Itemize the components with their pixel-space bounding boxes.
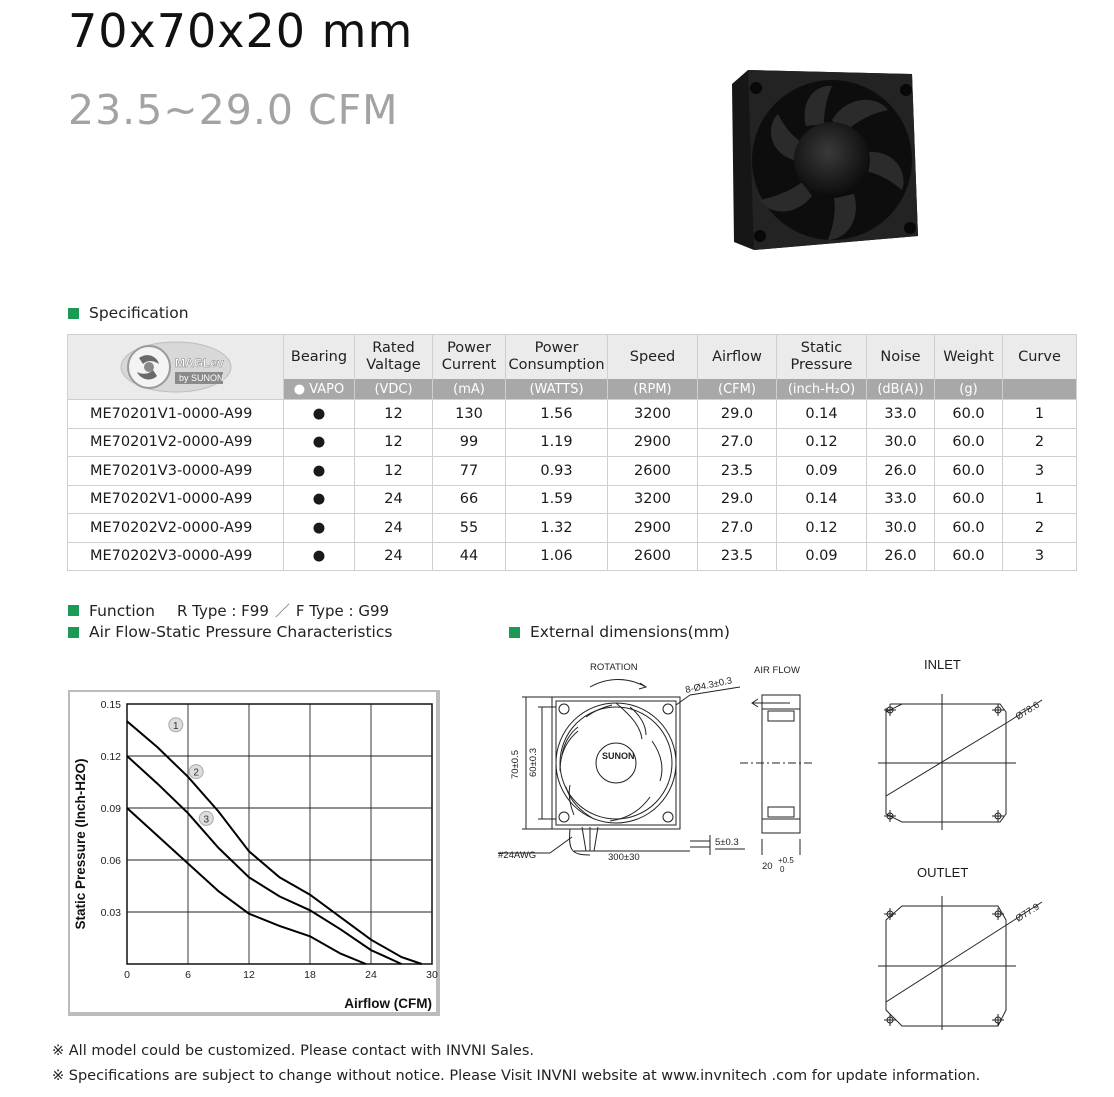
table-cell: 1 [1003,485,1077,514]
model-cell: ME70201V2-0000-A99 [68,428,284,457]
outlet-view-drawing [872,890,1052,1032]
table-cell: 3 [1003,457,1077,486]
table-cell: 12 [355,457,433,486]
inlet-diameter: Ø78.6 [1013,699,1042,723]
table-cell: ● [284,485,355,514]
table-cell: 0.14 [777,485,867,514]
table-row [68,514,1077,543]
table-cell: 0.93 [506,457,608,486]
dim-70-label: 70±0.5 [510,750,521,779]
table-cell: 24 [355,485,433,514]
x-tick-label: 12 [243,969,255,981]
dim-60-label: 60±0.3 [528,748,539,777]
x-tick-label: 6 [185,969,191,981]
table-row [68,457,1077,486]
table-cell: 0.09 [777,457,867,486]
fan-product-image [728,64,920,254]
table-cell: 0.12 [777,428,867,457]
table-cell: 44 [433,542,506,571]
table-cell: 60.0 [935,485,1003,514]
table-cell: 33.0 [867,485,935,514]
table-cell: 23.5 [698,542,777,571]
table-cell: 30.0 [867,428,935,457]
unit-cell: (mA) [433,379,506,400]
table-cell: 1.32 [506,514,608,543]
table-cell: 2900 [608,428,698,457]
table-cell: 130 [433,400,506,429]
drawing-brand-label: SUNON [602,751,635,761]
col-header-noise: Noise [867,335,935,380]
table-cell: 2 [1003,428,1077,457]
section-bullet-icon [68,627,79,638]
table-row [68,400,1077,429]
y-tick-label: 0.06 [100,855,121,867]
y-axis-label: Static Pressure (Inch-H2O) [73,758,88,930]
holes-label: 8-Ø4.3±0.3 [684,675,734,696]
table-cell: 12 [355,400,433,429]
table-cell: 1.56 [506,400,608,429]
unit-cell: (g) [935,379,1003,400]
depth-label: 20 [762,861,773,872]
model-cell: ME70202V2-0000-A99 [68,514,284,543]
y-tick-label: 0.03 [100,907,121,919]
table-cell: 23.5 [698,457,777,486]
col-header-weight: Weight [935,335,1003,380]
section-bullet-icon [68,605,79,616]
footer-note-website: ※ Specifications are subject to change without notice. Please Visit INVNI website at www.invnitech .com for update information. [52,1068,981,1084]
y-tick-label: 0.12 [100,751,121,763]
table-cell: ● [284,400,355,429]
section-bullet-icon [509,627,520,638]
model-cell: ME70202V1-0000-A99 [68,485,284,514]
rotation-label: ROTATION [590,662,638,673]
x-tick-label: 0 [124,969,130,981]
unit-cell: (RPM) [608,379,698,400]
table-cell: 29.0 [698,400,777,429]
x-tick-label: 24 [365,969,377,981]
table-cell: 24 [355,514,433,543]
table-cell: 2600 [608,457,698,486]
table-cell: ● [284,514,355,543]
logo-by: by SUNON [178,373,224,383]
x-tick-label: 30 [426,969,438,981]
table-cell: 30.0 [867,514,935,543]
table-cell: 55 [433,514,506,543]
table-cell: 0.09 [777,542,867,571]
table-cell: 60.0 [935,542,1003,571]
maglev-logo [68,335,284,400]
unit-cell: (CFM) [698,379,777,400]
depth-tol-top: +0.5 [778,856,794,865]
unit-cell: (VDC) [355,379,433,400]
table-cell: 1 [1003,400,1077,429]
table-cell: 3 [1003,542,1077,571]
table-cell: 1.19 [506,428,608,457]
x-tick-label: 18 [304,969,316,981]
inlet-view-drawing [872,690,1052,830]
inlet-label: INLET [924,657,961,672]
outlet-label: OUTLET [917,865,969,880]
table-cell: 0.12 [777,514,867,543]
table-row [68,428,1077,457]
lead-length-label: 300±30 [608,852,640,863]
table-cell: 2900 [608,514,698,543]
footer-note-customize: ※ All model could be customized. Please contact with INVNI Sales. [52,1043,534,1059]
function-line: Function R Type : F99 ／ F Type : G99 [68,600,389,621]
col-header-voltage: Rated Valtage [355,335,433,380]
unit-cell: (dB(A)) [867,379,935,400]
table-cell: 27.0 [698,514,777,543]
airflow-range: 23.5~29.0 CFM [68,86,399,134]
curve-label-1: 1 [173,720,179,732]
table-cell: 27.0 [698,428,777,457]
table-cell: ● [284,457,355,486]
outlet-diameter: Ø77.9 [1013,901,1042,925]
table-cell: 29.0 [698,485,777,514]
specification-table [67,334,1077,571]
table-cell: 3200 [608,400,698,429]
table-cell: 60.0 [935,457,1003,486]
col-header-power: Power Consumption [506,335,608,380]
table-cell: 1.59 [506,485,608,514]
table-cell: 2600 [608,542,698,571]
table-row [68,485,1077,514]
x-axis-label: Airflow (CFM) [344,996,432,1011]
table-cell: 26.0 [867,457,935,486]
section-bullet-icon [68,308,79,319]
table-cell: 12 [355,428,433,457]
awg-label: #24AWG [498,850,537,861]
curve-label-2: 2 [193,767,199,779]
table-cell: ● [284,542,355,571]
col-header-current: Power Current [433,335,506,380]
model-cell: ME70201V1-0000-A99 [68,400,284,429]
table-cell: 60.0 [935,514,1003,543]
specification-heading: Specification [68,304,189,322]
unit-cell: ● VAPO [284,379,355,400]
table-cell: 24 [355,542,433,571]
airflow-direction-label: AIR FLOW [754,665,800,676]
airflow-pressure-chart [68,690,440,1016]
table-cell: ● [284,428,355,457]
model-cell: ME70202V3-0000-A99 [68,542,284,571]
col-header-curve: Curve [1003,335,1077,380]
y-tick-label: 0.15 [100,699,121,711]
table-cell: 60.0 [935,400,1003,429]
page-title: 70x70x20 mm [68,4,414,58]
model-cell: ME70201V3-0000-A99 [68,457,284,486]
table-cell: 60.0 [935,428,1003,457]
table-cell: 99 [433,428,506,457]
table-cell: 2 [1003,514,1077,543]
curve-label-3: 3 [203,814,210,826]
chart-heading: Air Flow-Static Pressure Characteristics [68,623,392,641]
unit-cell [1003,379,1077,400]
table-cell: 1.06 [506,542,608,571]
col-header-speed: Speed [608,335,698,380]
y-tick-label: 0.09 [100,803,121,815]
table-cell: 66 [433,485,506,514]
logo-brand: MAGLev [174,356,224,370]
table-cell: 0.14 [777,400,867,429]
table-cell: 77 [433,457,506,486]
col-header-pressure: Static Pressure [777,335,867,380]
dimensions-heading: External dimensions(mm) [509,623,730,641]
table-cell: 3200 [608,485,698,514]
unit-cell: (inch-H₂O) [777,379,867,400]
depth-tol-bot: 0 [780,865,785,874]
table-row [68,542,1077,571]
unit-cell: (WATTS) [506,379,608,400]
table-cell: 26.0 [867,542,935,571]
strip-length-label: 5±0.3 [715,837,739,848]
col-header-airflow: Airflow [698,335,777,380]
table-cell: 33.0 [867,400,935,429]
external-dimensions-drawing [490,655,815,880]
col-header-bearing: Bearing [284,335,355,380]
